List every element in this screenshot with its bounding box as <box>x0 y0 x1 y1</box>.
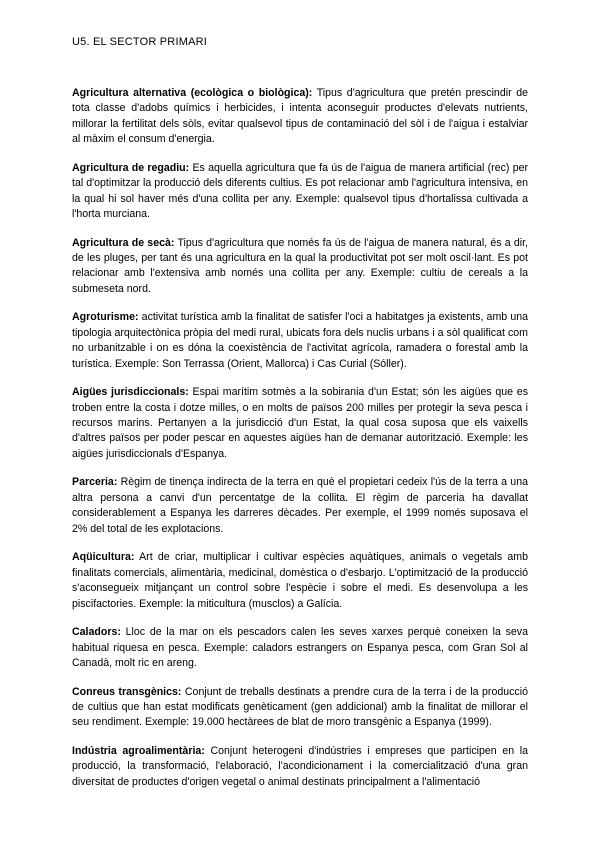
glossary-entry <box>72 475 528 537</box>
entry-term: Agricultura de secà: <box>72 236 175 249</box>
glossary-entry <box>72 161 528 223</box>
entry-term: Indústria agroalimentària: <box>72 744 205 757</box>
entry-term: Agricultura de regadiu: <box>72 161 190 174</box>
entry-term: Conreus transgènics: <box>72 685 182 698</box>
glossary-entry <box>72 310 528 372</box>
glossary-entry <box>72 625 528 671</box>
entry-definition: Tipus d'agricultura que només fa ús de l'aigua de manera natural, és a dir, de les pluges, per tant és una agricultura en la qual la productivitat pot ser molt oscil·lant. Es pot relacionar amb l'extensiva amb només una collita per any. Exemple: cultiu de cereals a la submeseta nord. <box>72 236 528 295</box>
glossary-entry <box>72 744 528 790</box>
entry-definition: Espai marítim sotmès a la sobirania d'un Estat; són les aigües que es troben entre la costa i dotze milles, o en molts de països 200 milles per protegir la seva pesca i recursos marins. Pertanyen a la jurisdicció d'un Estat, la qual cosa suposa que els vaixells d'altres països per poder pescar en aquestes aigües han de demanar autorització. Exemple: les aigües jurisdiccionals d'Espanya. <box>72 386 528 460</box>
glossary-entry <box>72 550 528 612</box>
page-header: U5. EL SECTOR PRIMARI <box>72 36 208 48</box>
entry-term: Caladors: <box>72 626 121 639</box>
glossary-entry <box>72 86 528 148</box>
glossary-entries <box>72 86 528 803</box>
entry-definition: Conjunt de treballs destinats a prendre cura de la terra i de la producció de cultius que han estat modificats genèticament (gen addicional) amb la finalitat de millorar el seu rendiment. Exemple: 19.000 hectàrees de blat de moro transgènic a Espanya (1999). <box>72 685 528 729</box>
entry-term: Agroturisme: <box>72 311 139 324</box>
entry-definition: Art de criar, multiplicar i cultivar espècies aquàtiques, animals o vegetals amb finalitats comercials, alimentària, medicinal, domèstica o d'esbarjo. L'optimització de la producció s'aconsegueix mitjançant un control sobre l'espècie i sobre el medi. Es desenvolupa a les piscifactories. Exemple: la miticultura (musclos) a Galícia. <box>72 551 529 610</box>
glossary-entry <box>72 236 528 298</box>
entry-definition: Conjunt heterogeni d'indústries i empreses que participen en la producció, la transformació, l'elaboració, l'acondicionament i la comercialització d'una gran diversitat de productes d'origen vegetal o animal destinats principalment a l'alimentació <box>72 744 528 788</box>
glossary-entry <box>72 685 528 731</box>
entry-definition: Lloc de la mar on els pescadors calen les seves xarxes perquè coneixen la seva habitual riquesa en pesca. Exemple: caladors estrangers on Espanya pesca, com Gran Sol al Canadà, molt ric en areng. <box>72 626 528 669</box>
entry-definition: Tipus d'agricultura que pretén prescindir de tota classe d'adobs químics i herbicides, i intenta aconseguir productes d'elevats nutrients, millorar la fertilitat dels sòls, evitar qualsevol tipus de contaminació del sòl i de l'aigua i estalviar al màxim el consum d'energia. <box>72 87 528 146</box>
entry-term: Aigües jurisdiccionals: <box>72 386 189 399</box>
entry-term: Aqüicultura: <box>72 551 135 564</box>
entry-definition: Règim de tinença indirecta de la terra en què el propietari cedeix l'ús de la terra a una altra persona a canvi d'un percentatge de la collita. El règim de parceria ha davallat considerablement a Espanya les darreres dècades. Per exemple, el 1999 només suposava el 2% del total de les explotacions. <box>72 476 528 535</box>
glossary-entry <box>72 385 528 462</box>
entry-term: Agricultura alternativa (ecològica o biològica): <box>72 87 313 99</box>
entry-definition: activitat turística amb la finalitat de satisfer l'oci a habitatges ja existents, amb una tipologia arquitectònica pròpia del medi rural, ubicats fora dels nuclis urbans i a sòl qualificat com no urbanitzable i on es dóna la coexistència de l'activitat agrícola, ramadera o forestal amb la turística. Exemple: Son Terrassa (Orient, Mallorca) i Cas Curial (Sóller). <box>72 311 528 370</box>
entry-definition: Es aquella agricultura que fa ús de l'aigua de manera artificial (rec) per tal d'optimitzar la producció dels diferents cultius. Es pot relacionar amb l'agricultura intensiva, en la qual hi sol haver més d'una collita per any. Exemple: qualsevol tipus d'hortalissa cultivada a l'horta murciana. <box>72 161 528 221</box>
entry-term: Parceria: <box>72 476 118 489</box>
